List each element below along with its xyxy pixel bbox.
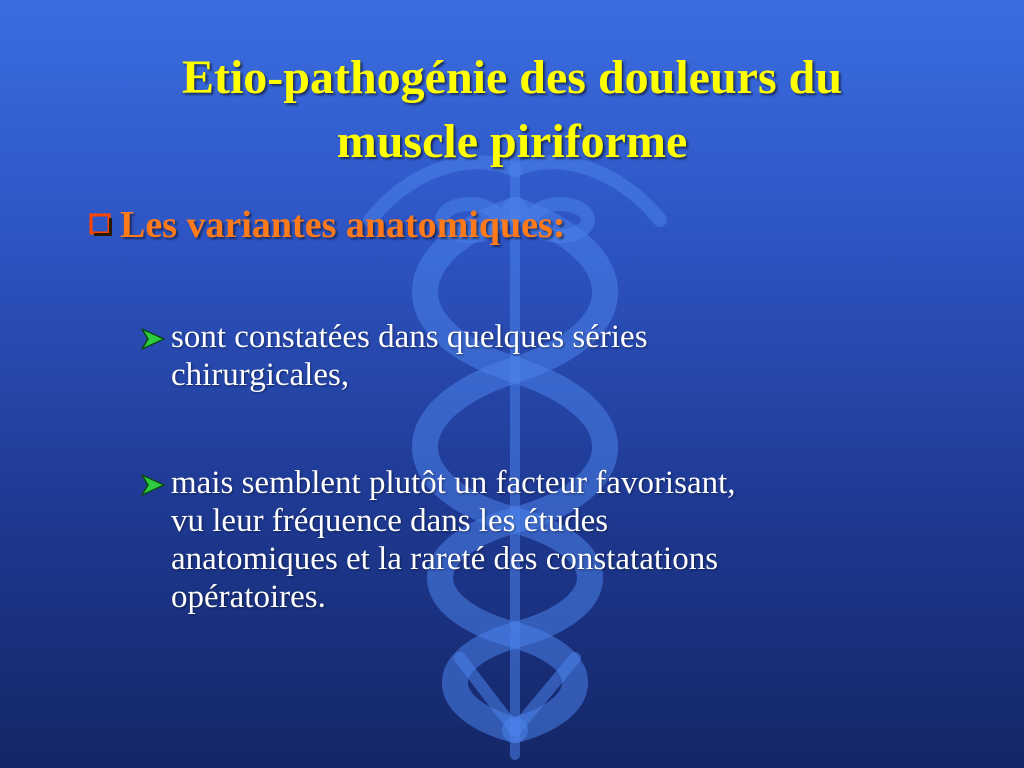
- arrowhead-icon: [140, 464, 171, 506]
- slide-title-line-1: Etio-pathogénie des douleurs du: [181, 51, 843, 104]
- section-heading: [88, 200, 565, 250]
- section-heading-text: Les variantes anatomiques:: [120, 204, 566, 246]
- slide-title: [40, 46, 984, 174]
- slide-title-line-2: muscle piriforme: [336, 115, 688, 168]
- bullet-line: anatomiques et la rareté des constatations: [171, 541, 719, 577]
- hollow-square-icon: [88, 205, 120, 245]
- bullet-item-2-text: [171, 464, 971, 616]
- bullet-item-1-text: [171, 318, 971, 394]
- bullet-line: sont constatées dans quelques séries: [171, 319, 648, 355]
- bullet-item-2: [140, 464, 971, 616]
- bullet-item-1: [140, 318, 971, 394]
- arrowhead-icon: [140, 318, 171, 360]
- bullet-line: vu leur fréquence dans les études: [171, 503, 609, 539]
- bullet-line: opératoires.: [171, 579, 326, 615]
- bullet-line: chirurgicales,: [171, 357, 350, 393]
- bullet-line: mais semblent plutôt un facteur favorisant,: [171, 465, 736, 501]
